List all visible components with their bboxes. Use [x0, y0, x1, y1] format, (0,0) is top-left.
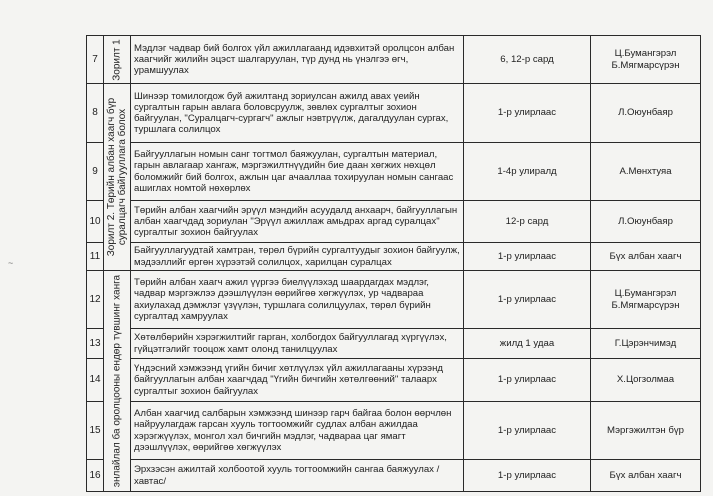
responsible-cell: Бүх албан хаагч — [591, 460, 701, 492]
row-number: 9 — [87, 143, 104, 201]
row-number: 13 — [87, 329, 104, 359]
action-plan-table — [86, 35, 701, 492]
timeframe-cell: 1-р улирлаас — [464, 243, 591, 271]
table-row — [87, 271, 701, 329]
activity-cell: Шинээр томилогдож буй ажилтанд зориулсан ажилд авах үеийн сургалтын гарын авлага боловсруулж, зөвлөх сургалтыг зохион байгуулан, "Суралцагч-сургагч" ажлыг нэвтрүүлж, дагалдуулан сургах, туршлага солилцох — [131, 84, 464, 143]
activity-cell: Үндэсний хэмжээнд үгийн бичиг хөтлүүлэх үйл ажиллагааны хүрээнд байгууллагын албан хаагчдад "Үгийн бичгийн хөтөлгөөний" талаарх сургалтыг зохион байгуулах — [131, 359, 464, 402]
row-number: 16 — [87, 460, 104, 492]
table-row — [87, 84, 701, 143]
row-number: 8 — [87, 84, 104, 143]
row-number: 12 — [87, 271, 104, 329]
row-number: 10 — [87, 201, 104, 243]
table-row — [87, 36, 701, 84]
table-row — [87, 201, 701, 243]
timeframe-cell: 1-р улирлаас — [464, 271, 591, 329]
timeframe-cell: 1-р улирлаас — [464, 460, 591, 492]
responsible-cell: Мэргэжилтэн бүр — [591, 402, 701, 460]
timeframe-cell: 1-р улирлаас — [464, 359, 591, 402]
responsible-cell: Л.Оюунбаяр — [591, 84, 701, 143]
activity-cell: Хөтөлбөрийн хэрэгжилтийг гарган, холбогдох байгууллагад хүргүүлэх, гүйцэтгэлийг тооцож хамт олонд танилцуулах — [131, 329, 464, 359]
table-row — [87, 359, 701, 402]
scan-mark: ~ — [8, 258, 14, 268]
row-number: 7 — [87, 36, 104, 84]
responsible-cell: Ц.Бумангэрэл Б.Мягмарсүрэн — [591, 271, 701, 329]
timeframe-cell: 6, 12-р сард — [464, 36, 591, 84]
timeframe-cell: жилд 1 удаа — [464, 329, 591, 359]
section-label-goal-1: Зорилт 1 — [104, 36, 131, 84]
row-number: 14 — [87, 359, 104, 402]
table-row — [87, 402, 701, 460]
activity-cell: Байгууллагын номын санг тогтмол баяжуулан, сургалтын материал, гарын авлагаар хангаж, мэргэжилтнүүдийн бие даан хөгжих нөхцөл боломжийг бий болгох, ажлын цаг ачааллаа тохируулан номын сангаас ашиглах номтой нөхөрлөх — [131, 143, 464, 201]
timeframe-cell: 1-р улирлаас — [464, 84, 591, 143]
activity-cell: Төрийн албан хаагчийн эрүүл мэндийн асуудалд анхаарч, байгууллагын албан хаагчдад зориулан "Эрүүл ажиллаж амьдрах аргад суралцах" сургалтыг зохион байгуулах — [131, 201, 464, 243]
responsible-cell: Л.Оюунбаяр — [591, 201, 701, 243]
row-number: 11 — [87, 243, 104, 271]
timeframe-cell: 12-р сард — [464, 201, 591, 243]
responsible-cell: Ц.Бумангэрэл Б.Мягмарсүрэн — [591, 36, 701, 84]
table-row — [87, 243, 701, 271]
responsible-cell: Бүх албан хаагч — [591, 243, 701, 271]
section-label-goal-3: энлайлал ба оролцооны ендөр түвшинг ханга — [104, 271, 131, 492]
activity-cell: Байгууллагуудтай хамтран, төрөл бүрийн сургалтуудыг зохион байгуулж, мэдээллийг өргөн хүрээтэй солилцох, харилцан суралцах — [131, 243, 464, 271]
table-row — [87, 460, 701, 492]
activity-cell: Эрхзэсэн ажилтай холбоотой хууль тогтоомжийн сангаа баяжуулах /хавтас/ — [131, 460, 464, 492]
row-number: 15 — [87, 402, 104, 460]
table-row — [87, 143, 701, 201]
responsible-cell: А.Мөнхтуяа — [591, 143, 701, 201]
section-label-goal-2: Зорилт 2. Төрийн албан хаагч бүр суралцагч байгууллага болох — [104, 84, 131, 271]
activity-cell: Төрийн албан хаагч ажил үүргээ биелүүлэхэд шаардагдах мэдлэг, чадвар мэргэжлээ дээшлүүлэн өөрийгөө хөгжүүлэх, ур чадвараа ахиулахад дэмжлэг үзүүлэн, туршлага солилцуулах, төрөл бүрийн сургалтад хамруулах — [131, 271, 464, 329]
timeframe-cell: 1-р улирлаас — [464, 402, 591, 460]
responsible-cell: Х.Цогзолмаа — [591, 359, 701, 402]
timeframe-cell: 1-4р улиралд — [464, 143, 591, 201]
responsible-cell: Г.Цэрэнчимэд — [591, 329, 701, 359]
table-row — [87, 329, 701, 359]
activity-cell: Мэдлэг чадвар бий болгох үйл ажиллагаанд идэвхитэй оролцсон албан хаагчийг жилийн эцэст шалгаруулан, түр дунд нь үнэлгээ өгч, урамшуулах — [131, 36, 464, 84]
activity-cell: Албан хаагчид салбарын хэмжээнд шинээр гарч байгаа болон өөрчлөн найруулагдаж гарсан хууль тогтоомжийг судлах албан ажилдаа хэрэгжүүлэх, монгол хэл бичгийн мэдлэг, чадвараа цаг ямагт дээшлүүлэх, өөрийгөө хөгжүүлэх — [131, 402, 464, 460]
